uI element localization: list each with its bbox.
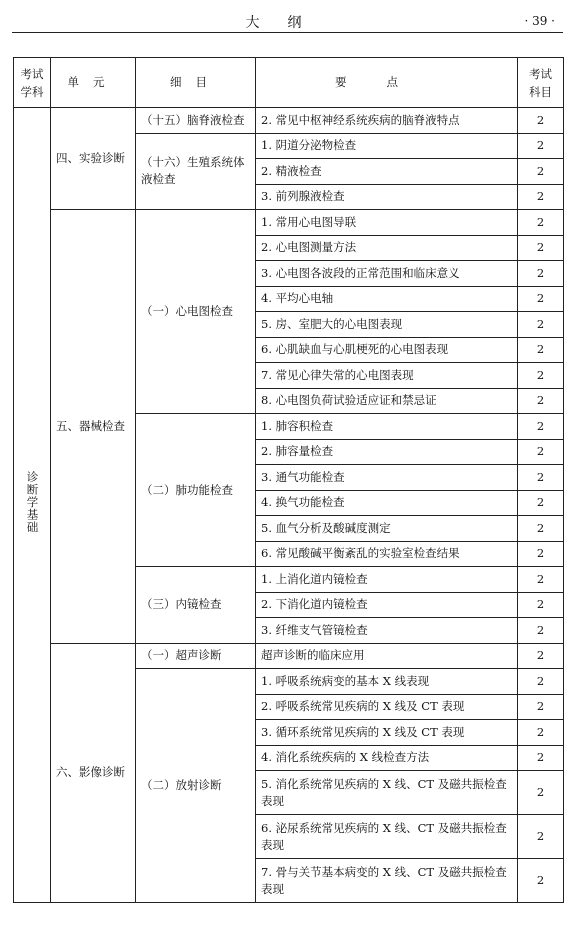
point-cell: 4. 换气功能检查: [256, 490, 518, 516]
item-cell: （二）放射诊断: [136, 669, 256, 903]
point-cell: 1. 阴道分泌物检查: [256, 133, 518, 159]
point-cell: 3. 纤维支气管镜检查: [256, 618, 518, 644]
level-cell: 2: [518, 541, 564, 567]
level-cell: 2: [518, 439, 564, 465]
item-cell: （一）超声诊断: [136, 643, 256, 669]
level-cell: 2: [518, 286, 564, 312]
point-cell: 5. 血气分析及酸碱度测定: [256, 516, 518, 542]
level-cell: 2: [518, 261, 564, 287]
column-header-level: 考试科目: [518, 58, 564, 108]
point-cell: 5. 消化系统常见疾病的 X 线、CT 及磁共振检查表现: [256, 771, 518, 815]
point-cell: 5. 房、室肥大的心电图表现: [256, 312, 518, 338]
point-cell: 2. 常见中枢神经系统疾病的脑脊液特点: [256, 108, 518, 134]
level-cell: 2: [518, 745, 564, 771]
level-cell: 2: [518, 720, 564, 746]
table-row: [14, 643, 564, 669]
item-cell: （十六）生殖系统体液检查: [136, 133, 256, 210]
level-cell: 2: [518, 516, 564, 542]
point-cell: 6. 心肌缺血与心肌梗死的心电图表现: [256, 337, 518, 363]
level-cell: 2: [518, 363, 564, 389]
level-cell: 2: [518, 210, 564, 236]
level-cell: 2: [518, 159, 564, 185]
point-cell: 4. 平均心电轴: [256, 286, 518, 312]
page-header: [12, 8, 563, 33]
item-cell: （二）肺功能检查: [136, 414, 256, 567]
point-cell: 1. 常用心电图导联: [256, 210, 518, 236]
point-cell: 4. 消化系统疾病的 X 线检查方法: [256, 745, 518, 771]
level-cell: 2: [518, 312, 564, 338]
level-cell: 2: [518, 669, 564, 695]
level-cell: 2: [518, 567, 564, 593]
point-cell: 2. 下消化道内镜检查: [256, 592, 518, 618]
point-cell: 2. 心电图测量方法: [256, 235, 518, 261]
level-cell: 2: [518, 643, 564, 669]
column-header-subject: 考试学科: [14, 58, 51, 108]
level-cell: 2: [518, 235, 564, 261]
level-cell: 2: [518, 771, 564, 815]
level-cell: 2: [518, 815, 564, 859]
point-cell: 3. 循环系统常见疾病的 X 线及 CT 表现: [256, 720, 518, 746]
level-cell: 2: [518, 108, 564, 134]
level-cell: 2: [518, 490, 564, 516]
level-cell: 2: [518, 618, 564, 644]
subject-cell: [14, 108, 51, 903]
point-cell: 8. 心电图负荷试验适应证和禁忌证: [256, 388, 518, 414]
unit-cell: 五、器械检查: [51, 210, 136, 644]
point-cell: 3. 前列腺液检查: [256, 184, 518, 210]
page-number: · 39 ·: [524, 14, 555, 28]
table-row: [14, 210, 564, 236]
level-cell: 2: [518, 184, 564, 210]
level-cell: 2: [518, 465, 564, 491]
level-cell: 2: [518, 133, 564, 159]
item-cell: （一）心电图检查: [136, 210, 256, 414]
point-cell: 1. 肺容积检查: [256, 414, 518, 440]
point-cell: 1. 呼吸系统病变的基本 X 线表现: [256, 669, 518, 695]
point-cell: 6. 常见酸碱平衡紊乱的实验室检查结果: [256, 541, 518, 567]
item-cell: （三）内镜检查: [136, 567, 256, 644]
syllabus-table: [13, 57, 564, 903]
point-cell: 3. 心电图各波段的正常范围和临床意义: [256, 261, 518, 287]
level-cell: 2: [518, 859, 564, 903]
column-header-points: 要点: [256, 58, 518, 108]
subject-label: 诊断学基础: [25, 471, 40, 534]
point-cell: 超声诊断的临床应用: [256, 643, 518, 669]
point-cell: 2. 呼吸系统常见疾病的 X 线及 CT 表现: [256, 694, 518, 720]
point-cell: 1. 上消化道内镜检查: [256, 567, 518, 593]
syllabus-body: [14, 108, 564, 903]
column-header-unit: 单元: [51, 58, 136, 108]
item-cell: （十五）脑脊液检查: [136, 108, 256, 134]
point-cell: 2. 精液检查: [256, 159, 518, 185]
unit-cell: 四、实验诊断: [51, 108, 136, 210]
level-cell: 2: [518, 337, 564, 363]
point-cell: 3. 通气功能检查: [256, 465, 518, 491]
column-header-item: 细目: [136, 58, 256, 108]
level-cell: 2: [518, 388, 564, 414]
unit-cell: 六、影像诊断: [51, 643, 136, 903]
point-cell: 6. 泌尿系统常见疾病的 X 线、CT 及磁共振检查表现: [256, 815, 518, 859]
point-cell: 7. 骨与关节基本病变的 X 线、CT 及磁共振检查表现: [256, 859, 518, 903]
level-cell: 2: [518, 414, 564, 440]
page-title: 大纲: [245, 15, 330, 31]
table-row: [14, 108, 564, 134]
level-cell: 2: [518, 592, 564, 618]
point-cell: 2. 肺容量检查: [256, 439, 518, 465]
level-cell: 2: [518, 694, 564, 720]
point-cell: 7. 常见心律失常的心电图表现: [256, 363, 518, 389]
